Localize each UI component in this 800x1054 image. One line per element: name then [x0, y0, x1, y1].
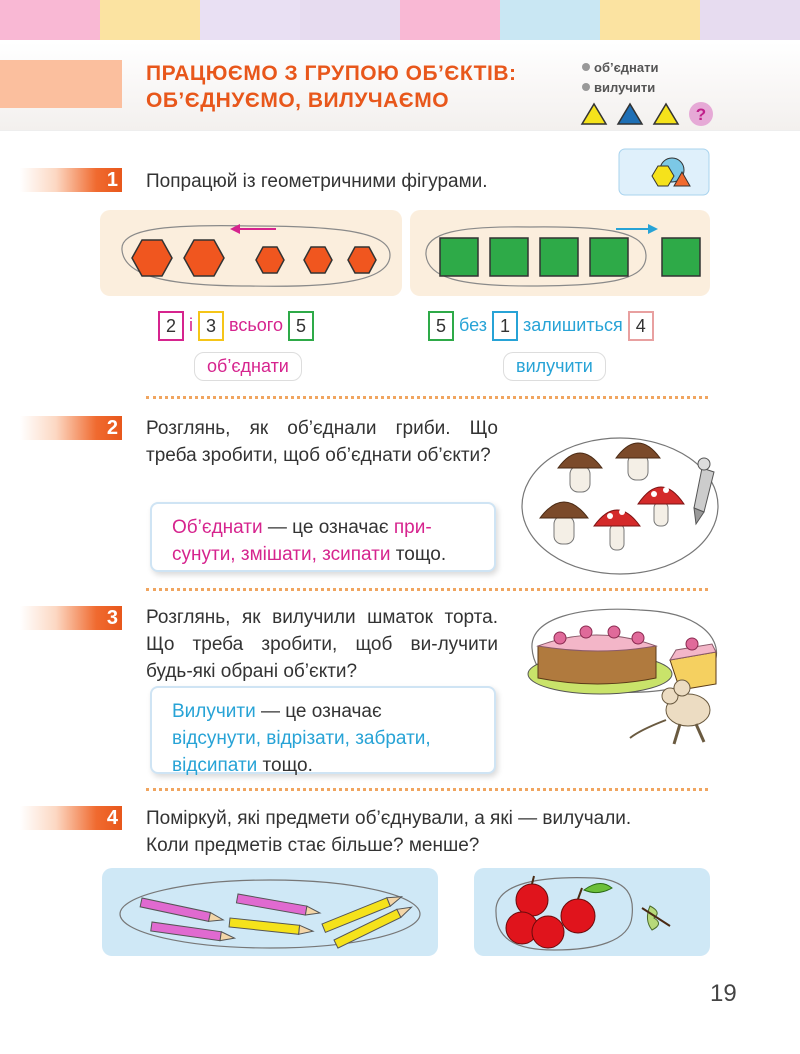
- pencils-illustration: [102, 868, 438, 956]
- triangle-yellow-icon: [654, 104, 678, 124]
- legend-remove: вилучити: [594, 80, 656, 95]
- task4-text: [146, 805, 726, 859]
- pencil-icon: [151, 922, 235, 943]
- apples-illustration: [474, 868, 710, 956]
- triangle-yellow-icon: [582, 104, 606, 124]
- task4-line-1: Поміркуй, які предмети об’єднували, а які — вилучали.: [146, 808, 632, 829]
- divider: [146, 788, 708, 791]
- help-symbol: ?: [695, 105, 707, 124]
- cake-icon: [538, 626, 656, 684]
- triangle-blue-icon: [618, 104, 642, 124]
- info-box-combine: [150, 502, 496, 572]
- stripe: [400, 0, 500, 40]
- arrow-right-icon: [648, 224, 658, 234]
- square-shape: [590, 238, 628, 276]
- term-remove: Вилучити: [172, 701, 256, 722]
- legend-combine: об’єднати: [594, 60, 659, 75]
- pencil-icon: [229, 918, 313, 936]
- hexagon-shape: [348, 247, 376, 273]
- equation-word: залишиться: [523, 314, 623, 335]
- task-number-1: 1: [20, 168, 122, 192]
- info-mid: — це означає: [255, 701, 382, 722]
- square-shape: [490, 238, 528, 276]
- hexagon-shape: [304, 247, 332, 273]
- geometry-figures-icon: [618, 148, 710, 196]
- pencil-icon: [140, 898, 224, 924]
- stripe: [300, 0, 400, 40]
- label-combine: об’єднати: [194, 352, 302, 381]
- number-box: 3: [198, 311, 224, 341]
- task-number-4: 4: [20, 806, 122, 830]
- synonyms: відсипати: [172, 755, 258, 776]
- hexagons-illustration: [100, 210, 402, 296]
- stripe: [700, 0, 800, 40]
- squares-illustration: [410, 210, 710, 296]
- stripe: [200, 0, 300, 40]
- bullet-icon: [582, 83, 590, 91]
- title-line-2: ОБ’ЄДНУЄМО, ВИЛУЧАЄМО: [146, 89, 450, 112]
- divider: [146, 396, 708, 399]
- synonyms: сунути, змішати, зсипати: [172, 544, 391, 565]
- task-number-3: 3: [20, 606, 122, 630]
- title-line-1: ПРАЦЮЄМО З ГРУПОЮ ОБ’ЄКТІВ:: [146, 62, 517, 85]
- equation-combine: [158, 311, 314, 341]
- task4-line-2: Коли предметів стає більше? менше?: [146, 835, 480, 856]
- legend: [582, 58, 658, 98]
- header-orange-block: [0, 60, 122, 108]
- equation-remove: [428, 311, 654, 341]
- stripe: [600, 0, 700, 40]
- divider: [146, 588, 708, 591]
- conjunction: без: [459, 314, 487, 335]
- synonyms: відсунути, відрізати, забрати,: [172, 728, 431, 749]
- synonyms: при-: [393, 517, 432, 538]
- info-end: тощо.: [257, 755, 313, 776]
- cake-illustration: [520, 598, 730, 758]
- number-box: 2: [158, 311, 184, 341]
- apple-icon: [516, 876, 548, 916]
- conjunction: і: [189, 314, 194, 335]
- pencil-icon: [236, 894, 320, 917]
- term-combine: Об’єднати: [172, 517, 263, 538]
- apple-icon: [561, 883, 612, 933]
- top-color-stripes: [0, 0, 800, 40]
- hexagon-shape: [256, 247, 284, 273]
- stripe: [0, 0, 100, 40]
- number-box: 1: [492, 311, 518, 341]
- apple-icon: [532, 916, 564, 948]
- task1-text: Попрацюй із геометричними фігурами.: [146, 171, 488, 192]
- info-mid: — це означає: [262, 517, 394, 538]
- apple-core-icon: [642, 906, 670, 930]
- square-shape: [440, 238, 478, 276]
- square-shape: [662, 238, 700, 276]
- mushrooms-illustration: [518, 428, 730, 578]
- task3-text: Розглянь, як вилучили шматок торта. Що треба зробити, щоб ви-лучити будь-які обрані об’єкти?: [146, 607, 498, 682]
- page-title: [146, 60, 517, 114]
- level-triangles: [580, 100, 720, 128]
- info-end: тощо.: [390, 544, 447, 565]
- square-shape: [540, 238, 578, 276]
- page-number: 19: [710, 980, 737, 1007]
- info-box-remove: [150, 686, 496, 774]
- stripe: [100, 0, 200, 40]
- stripe: [500, 0, 600, 40]
- number-box: 5: [428, 311, 454, 341]
- bullet-icon: [582, 63, 590, 71]
- task-number-2: 2: [20, 416, 122, 440]
- number-box: 4: [628, 311, 654, 341]
- equation-word: всього: [229, 314, 283, 335]
- label-remove: вилучити: [503, 352, 606, 381]
- hexagon-shape: [184, 240, 224, 276]
- number-box: 5: [288, 311, 314, 341]
- task2-text: Розглянь, як об’єднали гриби. Що треба зробити, щоб об’єднати об’єкти?: [146, 418, 498, 466]
